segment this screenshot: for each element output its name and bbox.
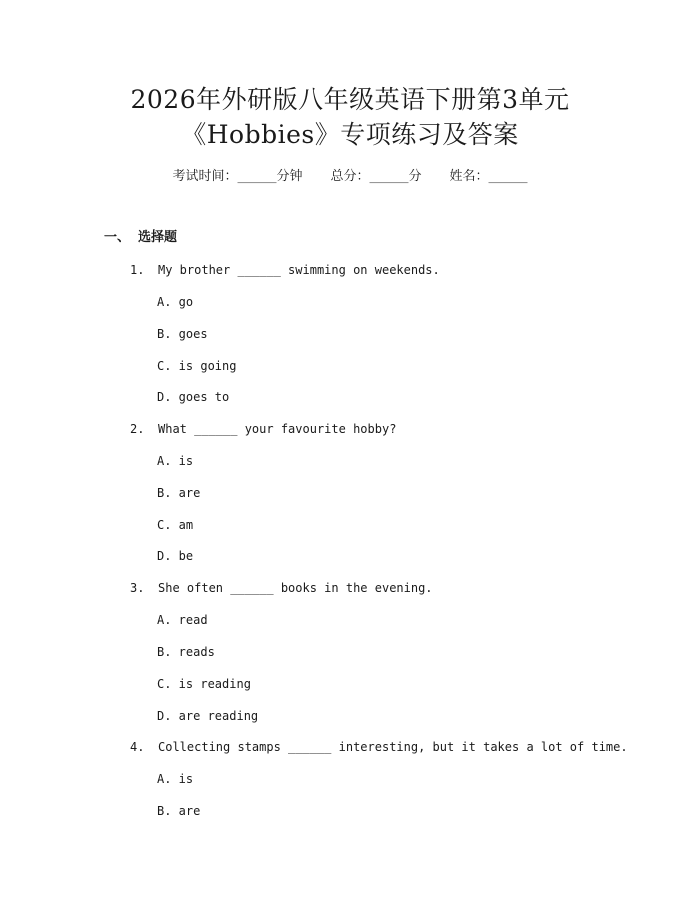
question-1-option-a: A. go <box>157 295 194 309</box>
question-1-option-b: B. goes <box>157 327 208 341</box>
question-2 <box>130 420 396 438</box>
question-1 <box>130 261 440 279</box>
question-3-option-a: A. read <box>157 613 208 627</box>
question-text: She often ______ books in the evening. <box>158 581 433 595</box>
question-4-option-b: B. are <box>157 804 201 818</box>
question-2-option-b: B. are <box>157 486 201 500</box>
question-1-option-d: D. goes to <box>157 390 230 404</box>
question-text: My brother ______ swimming on weekends. <box>158 263 440 277</box>
question-4-option-a: A. is <box>157 772 194 786</box>
question-3-option-b: B. reads <box>157 645 215 659</box>
question-2-option-a: A. is <box>157 454 194 468</box>
total-score-label: 总分：______分 <box>330 169 422 184</box>
section-number: 一、 <box>104 230 131 245</box>
student-name-label: 姓名：______ <box>449 169 528 184</box>
exam-time-label: 考试时间：______分钟 <box>172 169 303 184</box>
question-3-option-c: C. is reading <box>157 677 251 691</box>
question-text: Collecting stamps ______ interesting, but it takes a lot of time. <box>158 740 628 754</box>
question-3-option-d: D. are reading <box>157 709 259 723</box>
exam-info-line <box>0 168 700 186</box>
question-2-option-c: C. am <box>157 518 194 532</box>
section-heading <box>104 229 177 247</box>
document-title-line-2: 《Hobbies》专项练习及答案 <box>181 120 519 149</box>
question-1-option-c: C. is going <box>157 359 237 373</box>
question-number: 4. <box>130 740 145 754</box>
question-number: 2. <box>130 422 145 436</box>
section-title: 选择题 <box>138 230 178 245</box>
question-4 <box>130 738 628 756</box>
question-text: What ______ your favourite hobby? <box>158 422 397 436</box>
document-title-line-1: 2026年外研版八年级英语下册第3单元 <box>130 85 570 114</box>
question-2-option-d: D. be <box>157 549 194 563</box>
question-3 <box>130 579 433 597</box>
question-number: 1. <box>130 263 145 277</box>
question-number: 3. <box>130 581 145 595</box>
